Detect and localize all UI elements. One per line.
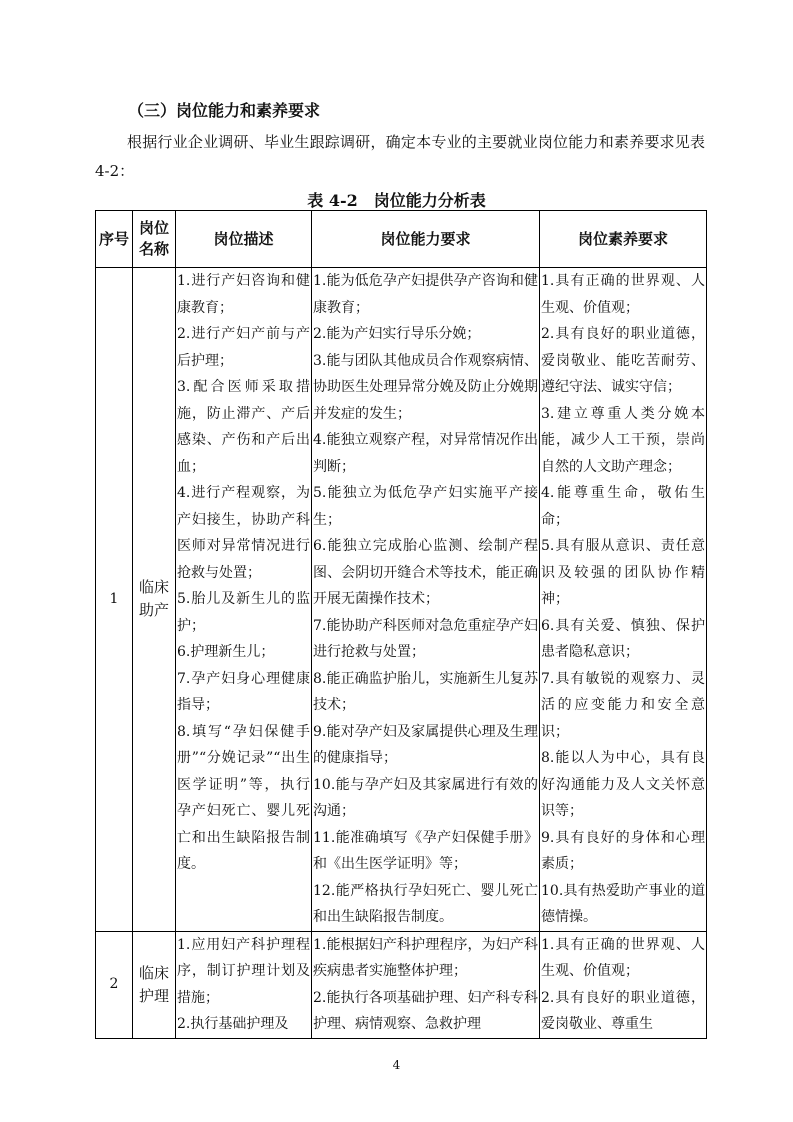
- position-name: 临床护理: [138, 963, 169, 1005]
- cell-no: [96, 268, 133, 932]
- quality-item: 1.具有正确的世界观、人生观、价值观；: [541, 936, 705, 979]
- cell-quality: [540, 931, 707, 1038]
- header-quality: 岗位素养要求: [540, 211, 707, 268]
- quality-item: 6.具有关爱、慎独、保护患者隐私意识；: [541, 617, 705, 660]
- ability-item: 11.能准确填写《孕产妇保健手册》和《出生医学证明》等；: [313, 829, 538, 872]
- desc-item: 1.进行产妇咨询和健康教育；: [177, 273, 310, 316]
- ability-table: [95, 210, 707, 1039]
- header-desc: 岗位描述: [176, 211, 312, 268]
- cell-desc: [176, 268, 312, 932]
- cell-name: [133, 268, 176, 932]
- ability-item: 4.能独立观察产程，对异常情况作出判断；: [313, 432, 538, 475]
- cell-quality: [540, 268, 707, 932]
- quality-item: 1.具有正确的世界观、人生观、价值观；: [541, 273, 705, 316]
- section-heading: （三）岗位能力和素养要求: [128, 101, 321, 120]
- position-name: 临床助产: [138, 578, 169, 620]
- ability-item: 2.能为产妇实行导乐分娩；: [313, 326, 481, 342]
- desc-item: 5.胎儿及新生儿的监护；: [177, 591, 310, 634]
- ability-item: 7.能协助产科医师对急危重症孕产妇进行抢救与处置；: [313, 617, 538, 660]
- desc-item: 1.应用妇产科护理程序，制订护理计划及措施；: [177, 936, 310, 1006]
- header-name: 岗位名称: [133, 211, 176, 268]
- quality-item: 4.能尊重生命，敬佑生命；: [541, 485, 705, 528]
- ability-table-wrap: [95, 210, 706, 1039]
- cell-ability: [312, 931, 540, 1038]
- desc-item: 2.进行产妇产前与产后护理；: [177, 326, 310, 369]
- ability-item: 3.能与团队其他成员合作观察病情、协助医生处理异常分娩及防止分娩期并发症的发生；: [313, 352, 538, 422]
- quality-item: 8.能以人为中心，具有良好沟通能力及人文关怀意识等；: [541, 750, 705, 819]
- ability-item: 1.能根据妇产科护理程序，为妇产科疾病患者实施整体护理；: [313, 936, 538, 979]
- quality-item: 2.具有良好的职业道德，爱岗敬业、能吃苦耐劳、遵纪守法、诚实守信；: [541, 326, 705, 395]
- table-caption: 表 4-2 岗位能力分析表: [307, 191, 486, 210]
- cell-ability: [312, 268, 540, 932]
- desc-item: 4.进行产程观察，为产妇接生，协助产科医师对异常情况进行抢救与处置；: [177, 485, 310, 581]
- cell-name: [133, 931, 176, 1038]
- table-row: [96, 931, 707, 1038]
- ability-item: 9.能对孕产妇及家属提供心理及生理的健康指导；: [313, 723, 538, 766]
- page-number: 4: [392, 1058, 401, 1072]
- cell-no: [96, 931, 133, 1038]
- quality-item: 9.具有良好的身体和心理素质；: [541, 829, 705, 872]
- ability-item: 1.能为低危孕产妇提供孕产咨询和健康教育；: [313, 273, 538, 316]
- desc-item: 7.孕产妇身心理健康指导；: [177, 670, 310, 713]
- row-number: 2: [109, 976, 119, 993]
- quality-item: 5.具有服从意识、责任意识及较强的团队协作精神；: [541, 538, 705, 607]
- desc-item: 2.执行基础护理及: [177, 1016, 289, 1032]
- desc-item: 6.护理新生儿；: [177, 644, 275, 660]
- intro-paragraph: 根据行业企业调研、毕业生跟踪调研，确定本专业的主要就业岗位能力和素养要求见表 4-2：: [95, 133, 705, 180]
- header-no: 序号: [96, 211, 133, 268]
- quality-item: 3.建立尊重人类分娩本能，减少人工干预，崇尚自然的人文助产理念；: [541, 405, 705, 475]
- ability-item: 6.能独立完成胎心监测、绘制产程图、会阴切开缝合术等技术，能正确开展无菌操作技术；: [313, 538, 538, 607]
- quality-item: 2.具有良好的职业道德，爱岗敬业、尊重生: [541, 989, 705, 1032]
- quality-item: 7.具有敏锐的观察力、灵活的应变能力和安全意识；: [541, 670, 705, 740]
- row-number: 1: [109, 591, 119, 607]
- cell-desc: [176, 931, 312, 1038]
- desc-item: 8.填写“孕妇保健手册”“分娩记录”“出生医学证明”等，执行孕产妇死亡、婴儿死亡和出生缺陷报告制度。: [177, 723, 310, 872]
- desc-item: 3.配合医师采取措施，防止滞产、产后感染、产伤和产后出血；: [177, 379, 310, 475]
- table-row: [96, 268, 707, 932]
- header-ability: 岗位能力要求: [312, 211, 540, 268]
- ability-item: 12.能严格执行孕妇死亡、婴儿死亡和出生缺陷报告制度。: [313, 882, 538, 925]
- ability-item: 8.能正确监护胎儿，实施新生儿复苏技术；: [313, 670, 538, 713]
- ability-item: 10.能与孕产妇及其家属进行有效的沟通；: [313, 776, 538, 819]
- ability-item: 2.能执行各项基础护理、妇产科专科护理、病情观察、急救护理: [313, 989, 538, 1032]
- ability-item: 5.能独立为低危孕产妇实施平产接生；: [313, 485, 538, 528]
- quality-item: 10.具有热爱助产事业的道德情操。: [541, 882, 705, 925]
